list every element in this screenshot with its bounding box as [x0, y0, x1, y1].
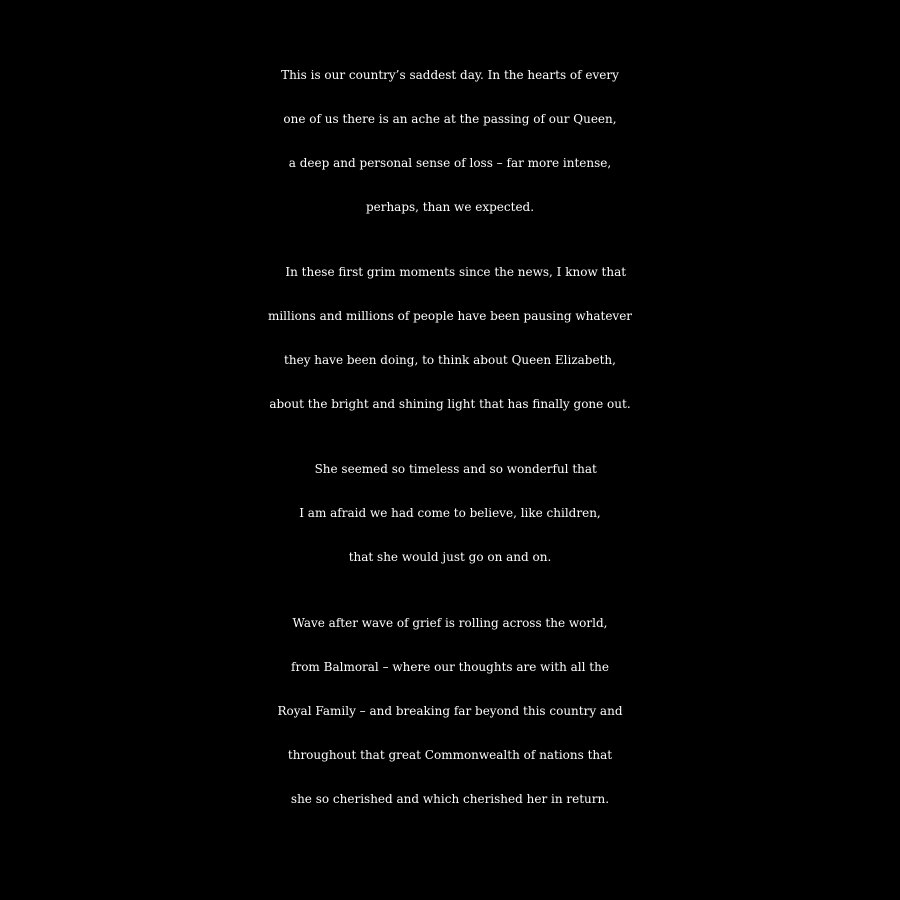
- text-line: about the bright and shining light that has finally gone out.: [269, 397, 631, 411]
- text-line: from Balmoral – where our thoughts are with all the: [291, 660, 609, 674]
- paragraph-saddest-day: [0, 53, 900, 229]
- text-line: She seemed so timeless and so wonderful that: [303, 462, 597, 476]
- text-line: throughout that great Commonwealth of nations that: [287, 748, 613, 762]
- text-line: I am afraid we had come to believe, like children,: [299, 506, 601, 520]
- text-line: Wave after wave of grief is rolling across the world,: [292, 616, 608, 630]
- text-line: a deep and personal sense of loss – far more intense,: [288, 156, 612, 170]
- paragraph-grim-moments: [0, 250, 900, 426]
- text-line: perhaps, than we expected.: [365, 200, 535, 214]
- text-line: This is our country’s saddest day. In the hearts of every: [281, 68, 619, 82]
- paragraph-timeless: [0, 447, 900, 579]
- text-line: In these first grim moments since the news, I know that: [273, 265, 627, 279]
- text-line: that she would just go on and on.: [348, 550, 552, 564]
- text-line: they have been doing, to think about Queen Elizabeth,: [284, 353, 616, 367]
- text-line: she so cherished and which cherished her in return.: [290, 792, 610, 806]
- text-line: millions and millions of people have been pausing whatever: [267, 309, 633, 323]
- text-line: Royal Family – and breaking far beyond this country and: [277, 704, 623, 718]
- paragraph-wave-of-grief: [0, 601, 900, 821]
- text-line: one of us there is an ache at the passing of our Queen,: [283, 112, 617, 126]
